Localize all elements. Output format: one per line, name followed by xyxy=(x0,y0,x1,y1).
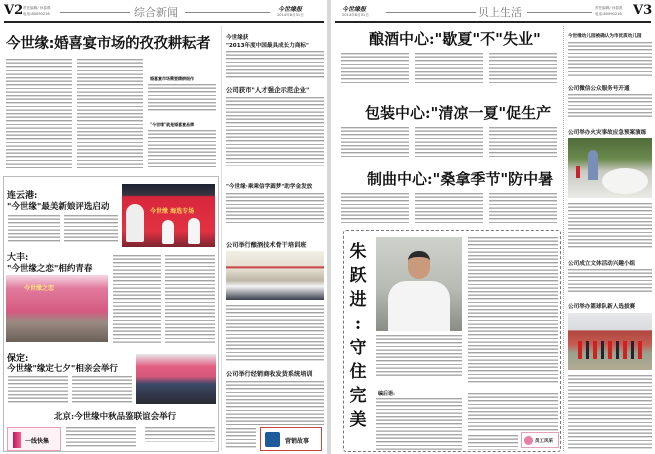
section-title: 综合新闻 xyxy=(134,6,178,19)
story-body xyxy=(341,126,409,158)
story-body xyxy=(489,126,557,158)
title-char: 美 xyxy=(349,410,367,430)
fire-drill-photo xyxy=(568,138,652,198)
feature-title xyxy=(347,240,369,432)
editor-note-label: 编后语: xyxy=(378,391,395,397)
portrait-shirt xyxy=(388,281,450,331)
story-body xyxy=(145,426,215,442)
portrait-photo xyxy=(376,237,462,331)
story-headline: "今世缘之恋"相约青春 xyxy=(7,264,93,274)
side-headline: "2013年度中国最具成长力商标" xyxy=(226,43,309,49)
header-meta: 责任编辑/ 孙春燕 xyxy=(595,6,623,10)
left-page xyxy=(0,0,327,454)
story-body xyxy=(341,52,409,84)
side-body xyxy=(568,202,652,250)
feature-body xyxy=(468,434,518,450)
extinguisher-icon xyxy=(576,166,580,178)
side-headline: 公司举办火灾事故应急预案演练 xyxy=(568,130,647,136)
story-body xyxy=(8,375,68,405)
side-body xyxy=(568,93,652,119)
masthead: 今世缘报 xyxy=(342,6,367,13)
story-headline: 酿酒中心:"歇夏"不"失业" xyxy=(369,30,541,48)
lead-body xyxy=(6,58,72,168)
header-meta: 电话:80090216 xyxy=(23,12,50,16)
lead-body xyxy=(148,129,216,167)
youth-event-photo xyxy=(6,275,108,342)
side-body xyxy=(226,427,256,449)
side-headline: 公司获市"人才强企示范企业" xyxy=(226,86,310,94)
story-headline: 制曲中心:"桑拿季节"防中暑 xyxy=(367,170,554,188)
story-body xyxy=(72,375,132,405)
header-underline xyxy=(4,21,324,23)
side-body xyxy=(568,268,652,294)
header-rule xyxy=(60,12,130,13)
header-rule xyxy=(185,12,270,13)
column-divider xyxy=(563,26,564,451)
story-body xyxy=(113,254,161,344)
bride-figure xyxy=(188,218,200,244)
training-class-photo xyxy=(226,251,324,300)
photo-caption: 今世缘 海选专场 xyxy=(150,208,195,215)
story-body xyxy=(165,254,215,344)
title-char: 完 xyxy=(349,386,367,406)
matchmaking-event-photo xyxy=(136,354,216,404)
logo-mark-icon xyxy=(13,432,21,448)
basketball-photo xyxy=(568,313,652,370)
story-headline: "今世缘"最美新娘评选启动 xyxy=(7,202,110,212)
logo-text: 员工风采 xyxy=(535,439,553,444)
page-number: V3 xyxy=(633,3,653,18)
people-icon xyxy=(524,436,533,445)
lead-body xyxy=(148,83,216,113)
logo-text: 一线快集 xyxy=(25,438,50,445)
header-meta: 电话:80090216 xyxy=(595,12,622,16)
story-headline: 今世缘"缘定七夕"相亲会举行 xyxy=(7,364,118,374)
right-page xyxy=(331,0,655,454)
side-body xyxy=(226,96,324,166)
masthead: 今世缘报 xyxy=(278,6,303,13)
lead-body xyxy=(77,58,143,168)
column-logo xyxy=(521,432,559,448)
bridal-show-photo xyxy=(122,184,215,247)
side-body xyxy=(568,41,652,77)
title-char: 进 xyxy=(349,290,367,310)
title-char: 守 xyxy=(349,338,367,358)
side-kicker: 今世缘获 xyxy=(226,35,249,41)
header-rule xyxy=(527,12,592,13)
title-char: 住 xyxy=(349,362,367,382)
story-body xyxy=(8,214,60,242)
side-headline: 公司举行经销商收发货系统培训 xyxy=(226,371,313,378)
header-meta: 责任编辑/ 孙春燕 xyxy=(23,6,51,10)
story-body xyxy=(66,426,136,448)
rss-icon xyxy=(265,432,280,447)
story-body xyxy=(341,192,409,224)
story-body xyxy=(415,52,483,84)
drill-person xyxy=(588,150,598,180)
story-body xyxy=(415,192,483,224)
feature-body xyxy=(376,397,462,450)
side-headline: 公司微信公众服务号开通 xyxy=(568,86,630,92)
lead-subhead: "今世缘"就是婚喜宴品牌 xyxy=(150,122,195,127)
side-headline: 公司成立文体活动兴趣小组 xyxy=(568,261,636,267)
story-body xyxy=(64,214,118,242)
side-body xyxy=(226,304,324,362)
bride-figure xyxy=(126,204,144,242)
story-body xyxy=(489,192,557,224)
title-char: : xyxy=(354,314,362,334)
date: 2014年8月31日 xyxy=(342,13,369,17)
spray-cloud xyxy=(602,168,648,194)
photo-caption: 今世缘之恋 xyxy=(24,285,55,292)
header-rule xyxy=(386,12,476,13)
side-body xyxy=(226,50,324,80)
story-place: 保定: xyxy=(7,354,29,364)
side-body xyxy=(226,192,324,224)
feature-body xyxy=(468,236,558,384)
date: 2014年8月31日 xyxy=(277,13,304,17)
header-underline xyxy=(335,21,651,23)
title-char: 朱 xyxy=(349,242,367,262)
column-divider xyxy=(221,26,222,451)
feature-body xyxy=(376,334,462,376)
side-body xyxy=(226,380,324,425)
side-body xyxy=(568,374,652,450)
section-title: 贝上生活 xyxy=(478,6,522,19)
players xyxy=(578,341,644,359)
page-number: V2 xyxy=(4,3,24,18)
story-headline: 包装中心:"清凉一夏"促生产 xyxy=(365,104,552,122)
column-logo xyxy=(260,427,322,451)
side-headline: 公司举行酿酒技术骨干培训班 xyxy=(226,242,307,249)
story-place: 连云港: xyxy=(7,191,38,201)
lead-subhead: 婚喜宴市场需要精耕细作 xyxy=(150,76,194,81)
column-logo xyxy=(7,427,61,451)
story-body xyxy=(415,126,483,158)
story-place: 大丰: xyxy=(7,253,29,263)
logo-text: 营销故事 xyxy=(285,438,310,445)
lead-headline: 今世缘:婚喜宴市场的孜孜耕耘者 xyxy=(6,36,211,52)
portrait-face xyxy=(408,251,430,279)
story-headline: 北京:今世缘中秋品鉴联谊会举行 xyxy=(54,412,177,422)
title-char: 跃 xyxy=(349,266,367,286)
story-body xyxy=(489,52,557,84)
bride-figure xyxy=(162,220,174,244)
side-headline: "今世缘·乘乘信学圆梦"助学金发放 xyxy=(226,184,313,190)
feature-body xyxy=(468,392,558,432)
side-headline: 公司举办篮球队新人选拔赛 xyxy=(568,304,636,310)
side-headline: 今世缘幼儿园被确认为市优质幼儿园 xyxy=(568,34,642,39)
